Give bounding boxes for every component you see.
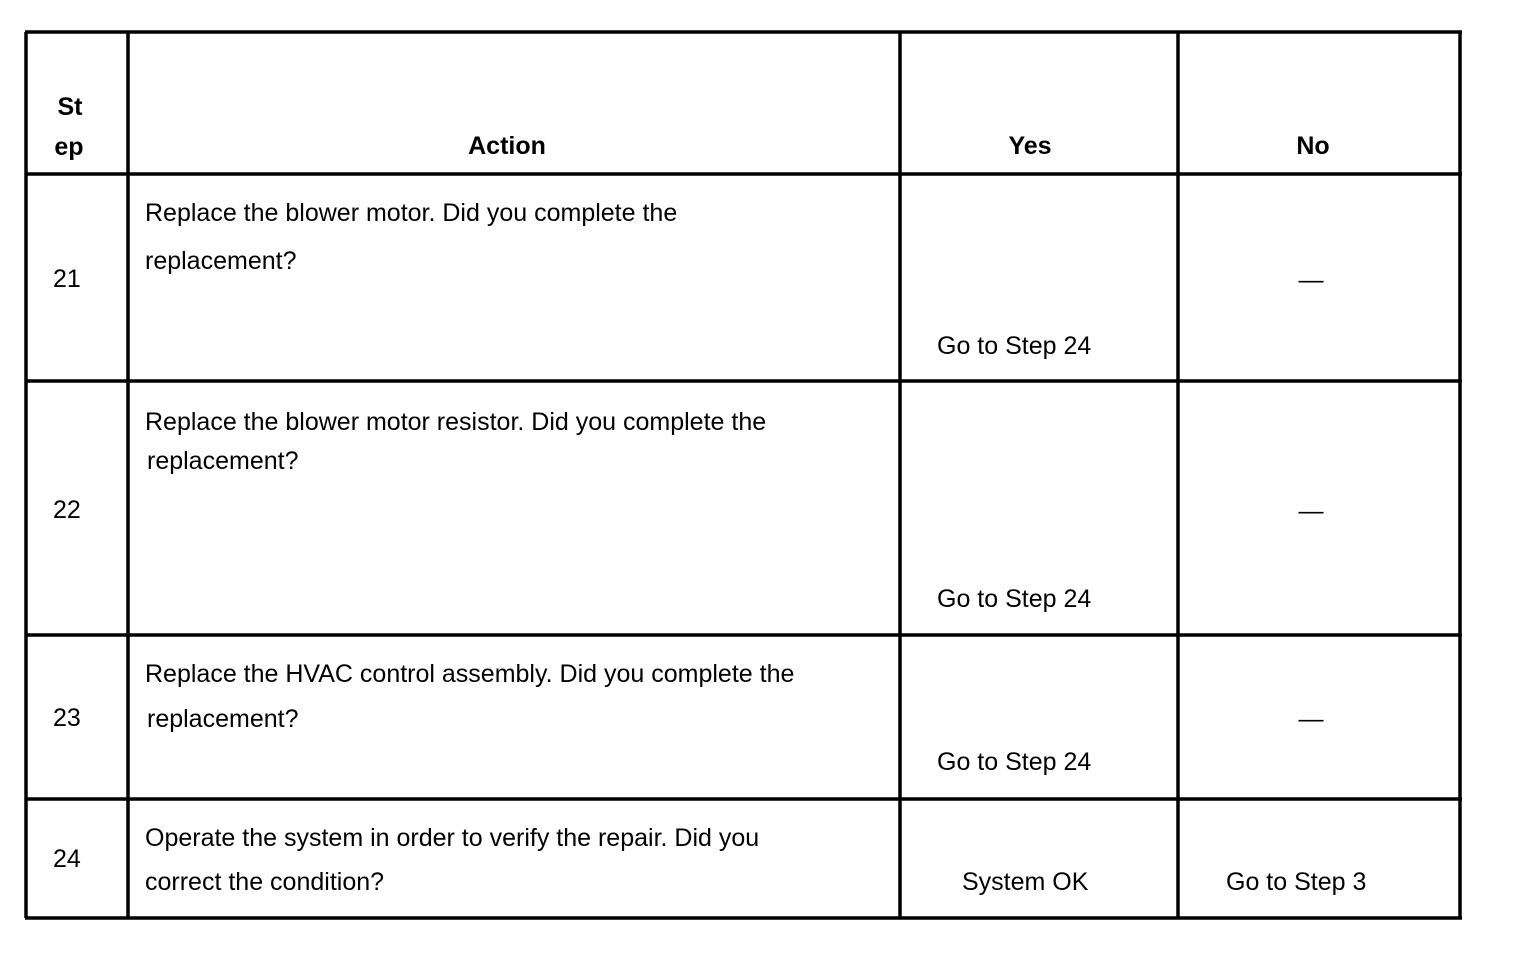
no-result: Go to Step 3 [1226, 868, 1367, 896]
action-text-line1: Operate the system in order to verify the repair. Did you [145, 824, 760, 852]
action-text-line2: replacement? [145, 247, 297, 275]
header-step-line2: ep [54, 133, 84, 161]
action-text-line1: Replace the blower motor. Did you complete the [145, 199, 678, 227]
header-action: Action [468, 132, 546, 160]
step-number: 22 [53, 496, 81, 524]
step-number: 23 [53, 704, 81, 732]
action-text-line1: Replace the blower motor resistor. Did you complete the [145, 408, 767, 436]
header-no: No [1296, 132, 1330, 160]
action-text-line2: replacement? [147, 705, 299, 733]
step-number: 24 [53, 845, 81, 873]
action-text-line2: replacement? [147, 447, 299, 475]
yes-result: Go to Step 24 [937, 585, 1092, 613]
header-yes: Yes [1008, 132, 1052, 160]
action-text-line1: Replace the HVAC control assembly. Did you complete the [145, 660, 795, 688]
yes-result: Go to Step 24 [937, 748, 1092, 776]
no-result: — [1298, 705, 1324, 733]
header-step-line1: St [57, 93, 83, 121]
action-text-line2: correct the condition? [145, 868, 385, 896]
yes-result: System OK [962, 868, 1089, 896]
yes-result: Go to Step 24 [937, 332, 1092, 360]
step-number: 21 [53, 265, 81, 293]
no-result: — [1298, 497, 1324, 525]
no-result: — [1298, 266, 1324, 294]
